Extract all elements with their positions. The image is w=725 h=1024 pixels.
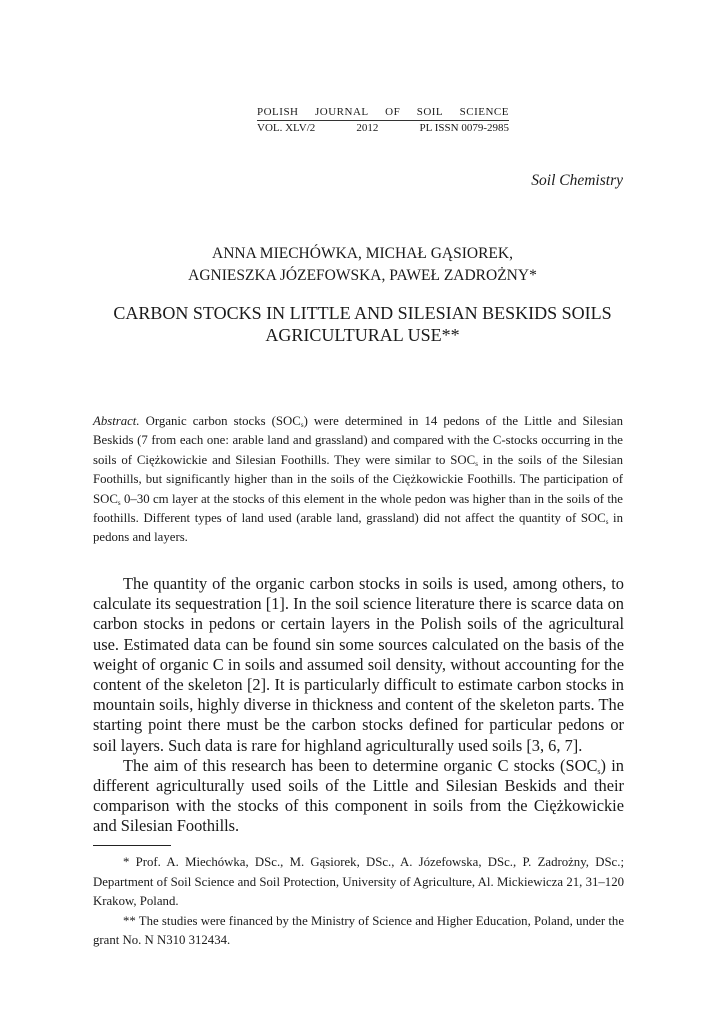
abstract [93, 412, 623, 548]
paper-title [0, 302, 725, 346]
footnote-affiliation: * Prof. A. Miechówka, DSc., M. Gąsiorek, DSc., A. Józefowska, DSc., P. Zadrożny, DSc.; Department of Soil Science and Soil Protection, University of Agriculture, Al. Mickiewicza 21, 31–120 Krakow, Poland. [93, 855, 624, 908]
soc-subscript: s [605, 518, 609, 527]
journal-issn: PL ISSN 0079-2985 [419, 122, 509, 134]
body-text [93, 574, 624, 837]
journal-year: 2012 [356, 122, 379, 134]
body-paragraph: The quantity of the organic carbon stocks in soils is used, among others, to calculate its sequestration [1]. In the soil science literature there is scarce data on carbon stocks in pedons or certain layers in the Polish soils of the agricultural use. Estimated data can be found sin some sources calculated on the basis of the weight of organic C in soils and assumed soil density, without accounting for the content of the skeleton [2]. It is particularly difficult to estimate carbon stocks in mountain soils, highly diverse in thickness and content of the skeleton parts. The starting point there must be the carbon stocks defined for particular pedons or soil layers. Such data is rare for highland agriculturally used soils [3, 6, 7]. [93, 574, 624, 755]
footnotes [93, 853, 624, 951]
abstract-text: ) were determined in 14 pedons of the Little and Silesian Beskids (7 from each one: arable land and grassland) and compared with the C-stocks occurring in the soils of Ciężkowickie and Silesian Foothills. They were similar to [93, 414, 623, 467]
soc-term: SOC [580, 511, 606, 526]
abstract-text: in pedons and layers. [93, 511, 624, 545]
journal-name-word: POLISH [257, 106, 299, 118]
author-line: AGNIESZKA JÓZEFOWSKA, PAWEŁ ZADROŻNY* [188, 267, 537, 284]
journal-name-word: SOIL [416, 106, 444, 118]
abstract-text: 0–30 cm layer at the stocks of this element in the whole pedon was higher than in the soils of the foothills. Different types of land used (arable land, grassland) did not affect the quantity of [93, 491, 623, 526]
soc-term: SOC [450, 452, 476, 467]
title-line: AGRICULTURAL USE** [265, 325, 460, 345]
abstract-label: Abstract. [93, 414, 140, 428]
body-text-run: The aim of this research has been to determine organic C stocks (SOC [123, 755, 598, 775]
soc-term: SOC [275, 414, 301, 428]
journal-name [257, 106, 509, 121]
soc-subscript: s [475, 459, 478, 468]
journal-name-word: SCIENCE [459, 106, 509, 118]
footnote-funding: ** The studies were financed by the Ministry of Science and Higher Education, Poland, under the grant No. N N310 312434. [93, 913, 624, 947]
footnote-divider [93, 845, 171, 846]
section-label: Soil Chemistry [531, 172, 623, 189]
author-list [0, 243, 725, 287]
journal-name-word: OF [385, 106, 401, 118]
abstract-text: Organic carbon stocks ( [139, 414, 276, 428]
abstract-text: in the soils of the Silesian Foothills, but significantly higher than in the soils of the Ciężkowickie Foothills. The participation of [93, 452, 623, 487]
title-line: CARBON STOCKS IN LITTLE AND SILESIAN BESKIDS SOILS [113, 303, 612, 323]
soc-subscript: s [117, 498, 121, 507]
body-paragraph [93, 756, 624, 837]
journal-volume: VOL. XLV/2 [257, 122, 316, 134]
author-line: ANNA MIECHÓWKA, MICHAŁ GĄSIOREK, [212, 245, 513, 262]
soc-subscript: s [597, 766, 601, 776]
journal-meta [257, 121, 509, 135]
body-text-run: ) in different agriculturally used soils of the Little and Silesian Beskids and their comparison with the stocks of this component in soils from the Ciężkowickie and Silesian Foothills. [93, 755, 624, 836]
journal-header [257, 106, 509, 135]
soc-subscript: s [300, 421, 304, 429]
journal-name-word: JOURNAL [315, 106, 369, 118]
soc-term: SOC [93, 491, 118, 506]
